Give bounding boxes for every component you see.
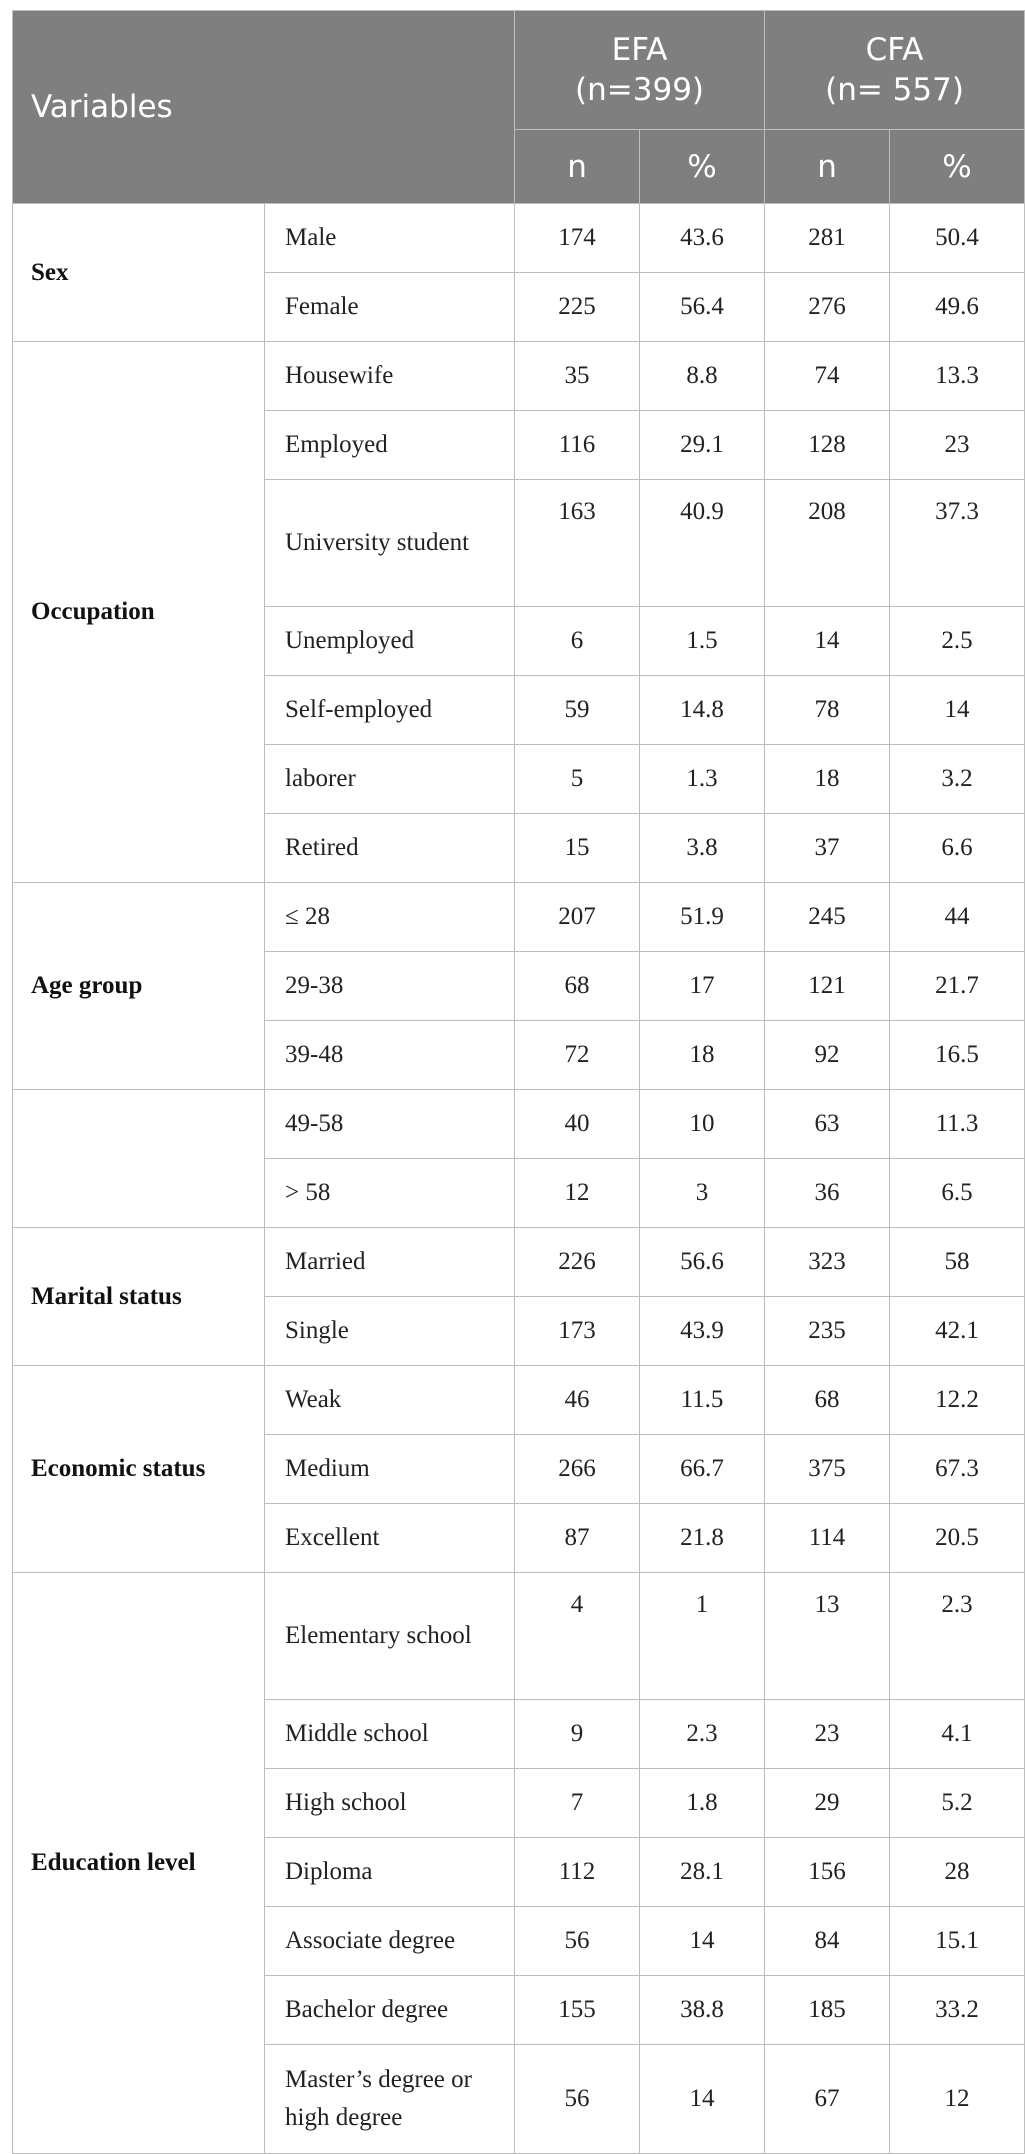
row-label: Master’s degree or high degree xyxy=(265,2045,515,2154)
table-row xyxy=(13,1228,1025,1297)
cfa-n-cell: 67 xyxy=(765,2045,890,2154)
cfa-pct-cell: 33.2 xyxy=(890,1976,1025,2045)
cfa-n-header: n xyxy=(765,130,890,204)
efa-pct-cell: 18 xyxy=(640,1021,765,1090)
efa-n-cell: 59 xyxy=(515,676,640,745)
cfa-pct-cell: 14 xyxy=(890,676,1025,745)
row-label: ≤ 28 xyxy=(265,883,515,952)
cfa-n-cell: 375 xyxy=(765,1435,890,1504)
cfa-pct-cell: 6.6 xyxy=(890,814,1025,883)
category-label: Sex xyxy=(13,204,265,342)
row-label: > 58 xyxy=(265,1159,515,1228)
efa-n-cell: 226 xyxy=(515,1228,640,1297)
row-label: laborer xyxy=(265,745,515,814)
row-label: Single xyxy=(265,1297,515,1366)
cfa-pct-cell: 23 xyxy=(890,411,1025,480)
efa-n-header: n xyxy=(515,130,640,204)
category-label: Economic status xyxy=(13,1366,265,1573)
cfa-pct-cell: 67.3 xyxy=(890,1435,1025,1504)
efa-pct-cell: 1 xyxy=(640,1573,765,1700)
efa-pct-cell: 11.5 xyxy=(640,1366,765,1435)
efa-pct-cell: 10 xyxy=(640,1090,765,1159)
cfa-pct-cell: 16.5 xyxy=(890,1021,1025,1090)
efa-n-cell: 46 xyxy=(515,1366,640,1435)
cfa-n-cell: 18 xyxy=(765,745,890,814)
cfa-pct-cell: 2.3 xyxy=(890,1573,1025,1700)
efa-n-cell: 12 xyxy=(515,1159,640,1228)
efa-n-cell: 173 xyxy=(515,1297,640,1366)
efa-sample: (n=399) xyxy=(575,72,705,108)
efa-n-cell: 6 xyxy=(515,607,640,676)
row-label: Housewife xyxy=(265,342,515,411)
efa-pct-cell: 3.8 xyxy=(640,814,765,883)
efa-pct-cell: 66.7 xyxy=(640,1435,765,1504)
efa-pct-cell: 14 xyxy=(640,1907,765,1976)
cfa-pct-cell: 4.1 xyxy=(890,1700,1025,1769)
row-label: 39-48 xyxy=(265,1021,515,1090)
category-label xyxy=(13,1090,265,1228)
table-row xyxy=(13,883,1025,952)
efa-n-cell: 4 xyxy=(515,1573,640,1700)
table-body xyxy=(13,204,1025,2154)
table-row xyxy=(13,204,1025,273)
efa-n-cell: 163 xyxy=(515,480,640,607)
efa-title: EFA xyxy=(611,32,668,68)
efa-n-cell: 266 xyxy=(515,1435,640,1504)
efa-n-cell: 87 xyxy=(515,1504,640,1573)
cfa-n-cell: 208 xyxy=(765,480,890,607)
efa-pct-cell: 38.8 xyxy=(640,1976,765,2045)
cfa-title: CFA xyxy=(865,32,924,68)
efa-pct-cell: 43.9 xyxy=(640,1297,765,1366)
cfa-n-cell: 245 xyxy=(765,883,890,952)
efa-n-cell: 207 xyxy=(515,883,640,952)
cfa-n-cell: 13 xyxy=(765,1573,890,1700)
row-label: 49-58 xyxy=(265,1090,515,1159)
efa-pct-cell: 56.4 xyxy=(640,273,765,342)
cfa-pct-cell: 12.2 xyxy=(890,1366,1025,1435)
cfa-n-cell: 114 xyxy=(765,1504,890,1573)
efa-n-cell: 15 xyxy=(515,814,640,883)
row-label: High school xyxy=(265,1769,515,1838)
cfa-pct-cell: 42.1 xyxy=(890,1297,1025,1366)
table-container xyxy=(12,10,1024,2154)
efa-pct-cell: 21.8 xyxy=(640,1504,765,1573)
cfa-n-cell: 37 xyxy=(765,814,890,883)
category-label: Marital status xyxy=(13,1228,265,1366)
cfa-pct-cell: 49.6 xyxy=(890,273,1025,342)
row-label: Elementary school xyxy=(265,1573,515,1700)
efa-n-cell: 56 xyxy=(515,2045,640,2154)
row-label: Medium xyxy=(265,1435,515,1504)
efa-n-cell: 112 xyxy=(515,1838,640,1907)
row-label: Weak xyxy=(265,1366,515,1435)
cfa-header xyxy=(765,11,1025,130)
efa-pct-cell: 14 xyxy=(640,2045,765,2154)
efa-n-cell: 174 xyxy=(515,204,640,273)
cfa-n-cell: 235 xyxy=(765,1297,890,1366)
efa-pct-cell: 8.8 xyxy=(640,342,765,411)
table-header xyxy=(13,11,1025,204)
row-label: Diploma xyxy=(265,1838,515,1907)
row-label: Unemployed xyxy=(265,607,515,676)
cfa-n-cell: 78 xyxy=(765,676,890,745)
efa-pct-cell: 1.5 xyxy=(640,607,765,676)
cfa-n-cell: 23 xyxy=(765,1700,890,1769)
efa-n-cell: 68 xyxy=(515,952,640,1021)
efa-pct-header: % xyxy=(640,130,765,204)
row-label: Associate degree xyxy=(265,1907,515,1976)
efa-n-cell: 7 xyxy=(515,1769,640,1838)
row-label: Self-employed xyxy=(265,676,515,745)
efa-pct-cell: 43.6 xyxy=(640,204,765,273)
efa-pct-cell: 1.8 xyxy=(640,1769,765,1838)
cfa-n-cell: 276 xyxy=(765,273,890,342)
efa-n-cell: 40 xyxy=(515,1090,640,1159)
row-label: Excellent xyxy=(265,1504,515,1573)
cfa-pct-cell: 44 xyxy=(890,883,1025,952)
efa-n-cell: 35 xyxy=(515,342,640,411)
cfa-pct-cell: 12 xyxy=(890,2045,1025,2154)
efa-n-cell: 225 xyxy=(515,273,640,342)
cfa-n-cell: 63 xyxy=(765,1090,890,1159)
cfa-n-cell: 92 xyxy=(765,1021,890,1090)
row-label: 29-38 xyxy=(265,952,515,1021)
cfa-pct-cell: 2.5 xyxy=(890,607,1025,676)
row-label: Female xyxy=(265,273,515,342)
table-row xyxy=(13,342,1025,411)
table-row xyxy=(13,1090,1025,1159)
efa-pct-cell: 40.9 xyxy=(640,480,765,607)
cfa-pct-header: % xyxy=(890,130,1025,204)
variables-header: Variables xyxy=(13,11,515,204)
cfa-pct-cell: 15.1 xyxy=(890,1907,1025,1976)
row-label: Male xyxy=(265,204,515,273)
row-label: Middle school xyxy=(265,1700,515,1769)
efa-pct-cell: 51.9 xyxy=(640,883,765,952)
category-label: Age group xyxy=(13,883,265,1090)
cfa-n-cell: 74 xyxy=(765,342,890,411)
cfa-n-cell: 156 xyxy=(765,1838,890,1907)
cfa-pct-cell: 20.5 xyxy=(890,1504,1025,1573)
cfa-n-cell: 121 xyxy=(765,952,890,1021)
cfa-pct-cell: 3.2 xyxy=(890,745,1025,814)
cfa-pct-cell: 11.3 xyxy=(890,1090,1025,1159)
cfa-n-cell: 128 xyxy=(765,411,890,480)
efa-pct-cell: 29.1 xyxy=(640,411,765,480)
efa-n-cell: 116 xyxy=(515,411,640,480)
efa-pct-cell: 3 xyxy=(640,1159,765,1228)
demographics-table xyxy=(12,10,1025,2154)
efa-pct-cell: 56.6 xyxy=(640,1228,765,1297)
row-label: Retired xyxy=(265,814,515,883)
table-row xyxy=(13,1573,1025,1700)
cfa-pct-cell: 28 xyxy=(890,1838,1025,1907)
cfa-n-cell: 68 xyxy=(765,1366,890,1435)
efa-pct-cell: 1.3 xyxy=(640,745,765,814)
efa-n-cell: 9 xyxy=(515,1700,640,1769)
cfa-pct-cell: 58 xyxy=(890,1228,1025,1297)
cfa-n-cell: 281 xyxy=(765,204,890,273)
efa-pct-cell: 2.3 xyxy=(640,1700,765,1769)
cfa-n-cell: 36 xyxy=(765,1159,890,1228)
cfa-pct-cell: 6.5 xyxy=(890,1159,1025,1228)
category-label: Occupation xyxy=(13,342,265,883)
row-label: Employed xyxy=(265,411,515,480)
row-label: Bachelor degree xyxy=(265,1976,515,2045)
efa-n-cell: 155 xyxy=(515,1976,640,2045)
efa-header xyxy=(515,11,765,130)
cfa-n-cell: 323 xyxy=(765,1228,890,1297)
row-label: Married xyxy=(265,1228,515,1297)
efa-n-cell: 56 xyxy=(515,1907,640,1976)
cfa-pct-cell: 50.4 xyxy=(890,204,1025,273)
cfa-n-cell: 14 xyxy=(765,607,890,676)
cfa-n-cell: 84 xyxy=(765,1907,890,1976)
efa-pct-cell: 17 xyxy=(640,952,765,1021)
efa-pct-cell: 28.1 xyxy=(640,1838,765,1907)
efa-n-cell: 72 xyxy=(515,1021,640,1090)
row-label: University student xyxy=(265,480,515,607)
cfa-n-cell: 185 xyxy=(765,1976,890,2045)
efa-pct-cell: 14.8 xyxy=(640,676,765,745)
cfa-pct-cell: 5.2 xyxy=(890,1769,1025,1838)
cfa-pct-cell: 13.3 xyxy=(890,342,1025,411)
cfa-n-cell: 29 xyxy=(765,1769,890,1838)
category-label: Education level xyxy=(13,1573,265,2154)
efa-n-cell: 5 xyxy=(515,745,640,814)
cfa-pct-cell: 21.7 xyxy=(890,952,1025,1021)
table-row xyxy=(13,1366,1025,1435)
cfa-sample: (n= 557) xyxy=(825,72,964,108)
cfa-pct-cell: 37.3 xyxy=(890,480,1025,607)
